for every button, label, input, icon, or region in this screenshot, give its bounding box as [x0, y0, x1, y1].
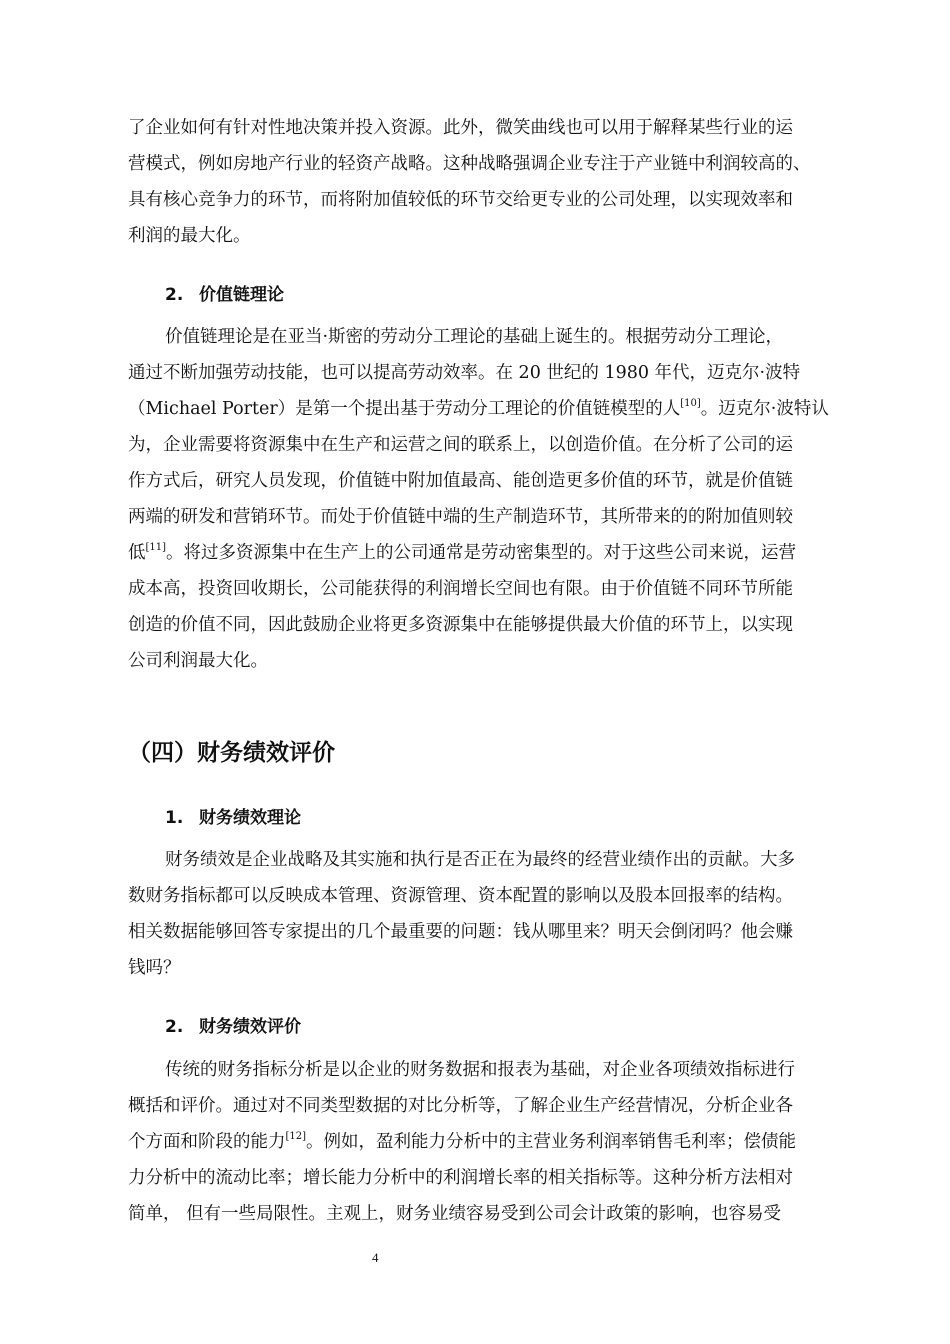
- paragraph-line: 财务绩效是企业战略及其实施和执行是否正在为最终的经营业绩作出的贡献。大多: [165, 850, 795, 870]
- paragraph-line: 作方式后，研究人员发现，价值链中附加值最高、能创造更多价值的环节，就是价值链: [128, 471, 793, 491]
- paragraph-line: 通过不断加强劳动技能，也可以提高劳动效率。在 20 世纪的 1980 年代，迈克尔·波特: [128, 363, 801, 383]
- chapter-heading: （四）财务绩效评价: [128, 740, 335, 766]
- paragraph-line: 价值链理论是在亚当·斯密的劳动分工理论的基础上诞生的。根据劳动分工理论，: [165, 327, 784, 347]
- paragraph-line: 具有核心竞争力的环节，而将附加值较低的环节交给更专业的公司处理，以实现效率和: [128, 190, 793, 210]
- citation-ref: [10]: [680, 398, 701, 409]
- paragraph-line: 低[11]。将过多资源集中在生产上的公司通常是劳动密集型的。对于这些公司来说，运营: [128, 542, 797, 563]
- paragraph-line: 简单， 但有一些局限性。主观上，财务业绩容易受到公司会计政策的影响，也容易受: [128, 1204, 782, 1224]
- paragraph-line: 相关数据能够回答专家提出的几个最重要的问题：钱从哪里来？明天会倒闭吗？他会赚: [128, 922, 793, 942]
- section-title: 价值链理论: [199, 285, 284, 305]
- paragraph-line: 成本高，投资回收期长，公司能获得的利润增长空间也有限。由于价值链不同环节所能: [128, 579, 793, 599]
- paragraph-line: 传统的财务指标分析是以企业的财务数据和报表为基础，对企业各项绩效指标进行: [165, 1060, 795, 1080]
- paragraph-line: 两端的研发和营销环节。而处于价值链中端的生产制造环节，其所带来的的附加值则较: [128, 507, 793, 527]
- section-number: 1.: [165, 808, 184, 828]
- section-number: 2.: [165, 285, 184, 305]
- paragraph-line: （Michael Porter）是第一个提出基于劳动分工理论的价值链模型的人[10]。迈克尔·波特认: [128, 398, 829, 419]
- section-title: 财务绩效理论: [199, 808, 301, 828]
- paragraph-line: 概括和评价。通过对不同类型数据的对比分析等，了解企业生产经营情况，分析企业各: [128, 1096, 793, 1116]
- paragraph-line: 钱吗？: [128, 958, 181, 978]
- section-heading-financial-theory: [165, 806, 301, 830]
- paragraph-line: 营模式，例如房地产行业的轻资产战略。这种战略强调企业专注于产业链中利润较高的、: [128, 154, 811, 174]
- section-number: 2.: [165, 1017, 184, 1037]
- paragraph-line: 为，企业需要将资源集中在生产和运营之间的联系上，以创造价值。在分析了公司的运: [128, 435, 793, 455]
- paragraph-line: 个方面和阶段的能力[12]。例如，盈利能力分析中的主营业务利润率销售毛利率；偿债能: [128, 1131, 797, 1152]
- paragraph-line: 公司利润最大化。: [128, 651, 268, 671]
- paragraph-line: 数财务指标都可以反映成本管理、资源管理、资本配置的影响以及股本回报率的结构。: [128, 886, 793, 906]
- paragraph-line: 了企业如何有针对性地决策并投入资源。此外，微笑曲线也可以用于解释某些行业的运: [128, 118, 793, 138]
- section-title: 财务绩效评价: [199, 1017, 301, 1037]
- paragraph-line: 创造的价值不同，因此鼓励企业将更多资源集中在能够提供最大价值的环节上，以实现: [128, 615, 793, 635]
- section-heading-financial-evaluation: [165, 1015, 301, 1039]
- page-number: 4: [372, 1250, 379, 1265]
- citation-ref: [12]: [285, 1131, 307, 1142]
- paragraph-line: 利润的最大化。: [128, 226, 251, 246]
- section-heading-value-chain: [165, 283, 284, 307]
- paragraph-line: 力分析中的流动比率；增长能力分析中的利润增长率的相关指标等。这种分析方法相对: [128, 1168, 793, 1188]
- citation-ref: [11]: [145, 542, 167, 553]
